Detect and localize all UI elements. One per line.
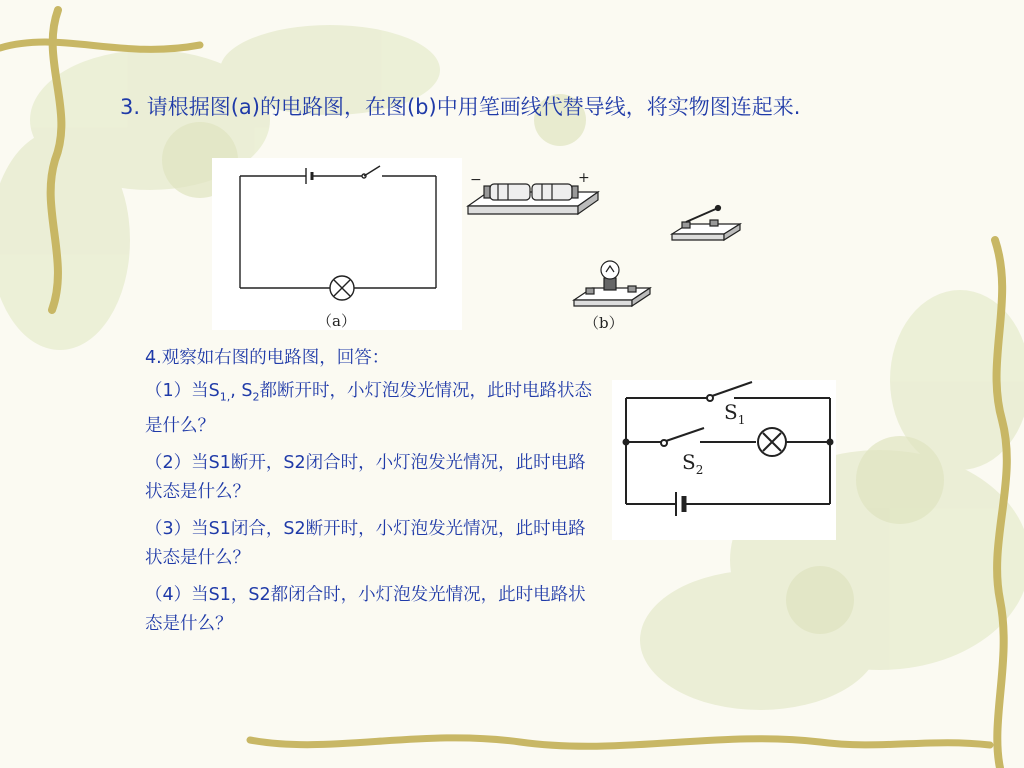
figure-a-caption: （a） [317,312,356,330]
battery-minus-label: − [470,172,482,188]
battery-holder-icon [468,184,598,214]
figure-b-caption: （b） [584,314,624,332]
s1-blade [712,382,752,396]
junction-left [623,439,630,446]
figure-c-circuit [612,380,836,540]
question-4-item-1: （1）当$S_{1,}$, $S_2$都断开时，小灯泡发光情况，此时电路状态是什么？ [145,381,592,436]
question-4-item-2: （2）当S1断开，S2闭合时，小灯泡发光情况，此时电路状态是什么？ [145,452,586,502]
question-4-heading: 4.观察如右图的电路图，回答： [145,348,390,368]
switch-blade [364,166,380,176]
figure-a-svg [212,158,462,330]
question-4 [145,344,595,647]
junction-right [827,439,834,446]
figure-a-circuit [212,158,462,330]
battery-plus-label: + [578,170,590,186]
switch-component-icon [672,206,740,241]
question-3 [120,92,880,123]
question-4-item-3: （3）当S1闭合，S2断开时，小灯泡发光情况，此时电路状态是什么？ [145,518,586,568]
question-3-number: 3. [120,95,141,119]
lamp-component-icon [574,261,650,306]
s2-blade [666,428,704,441]
figure-b-svg [460,162,760,312]
question-4-item-4: （4）当S1，S2都闭合时，小灯泡发光情况，此时电路状态是什么？ [145,584,586,634]
question-3-text: 请根据图(a)的电路图，在图(b)中用笔画线代替导线，将实物图连起来. [146,95,801,119]
s1-label: $S_1$ [724,400,746,427]
s2-label: $S_2$ [682,450,704,477]
figure-b-components [460,162,760,334]
vine-bottom [250,738,990,746]
